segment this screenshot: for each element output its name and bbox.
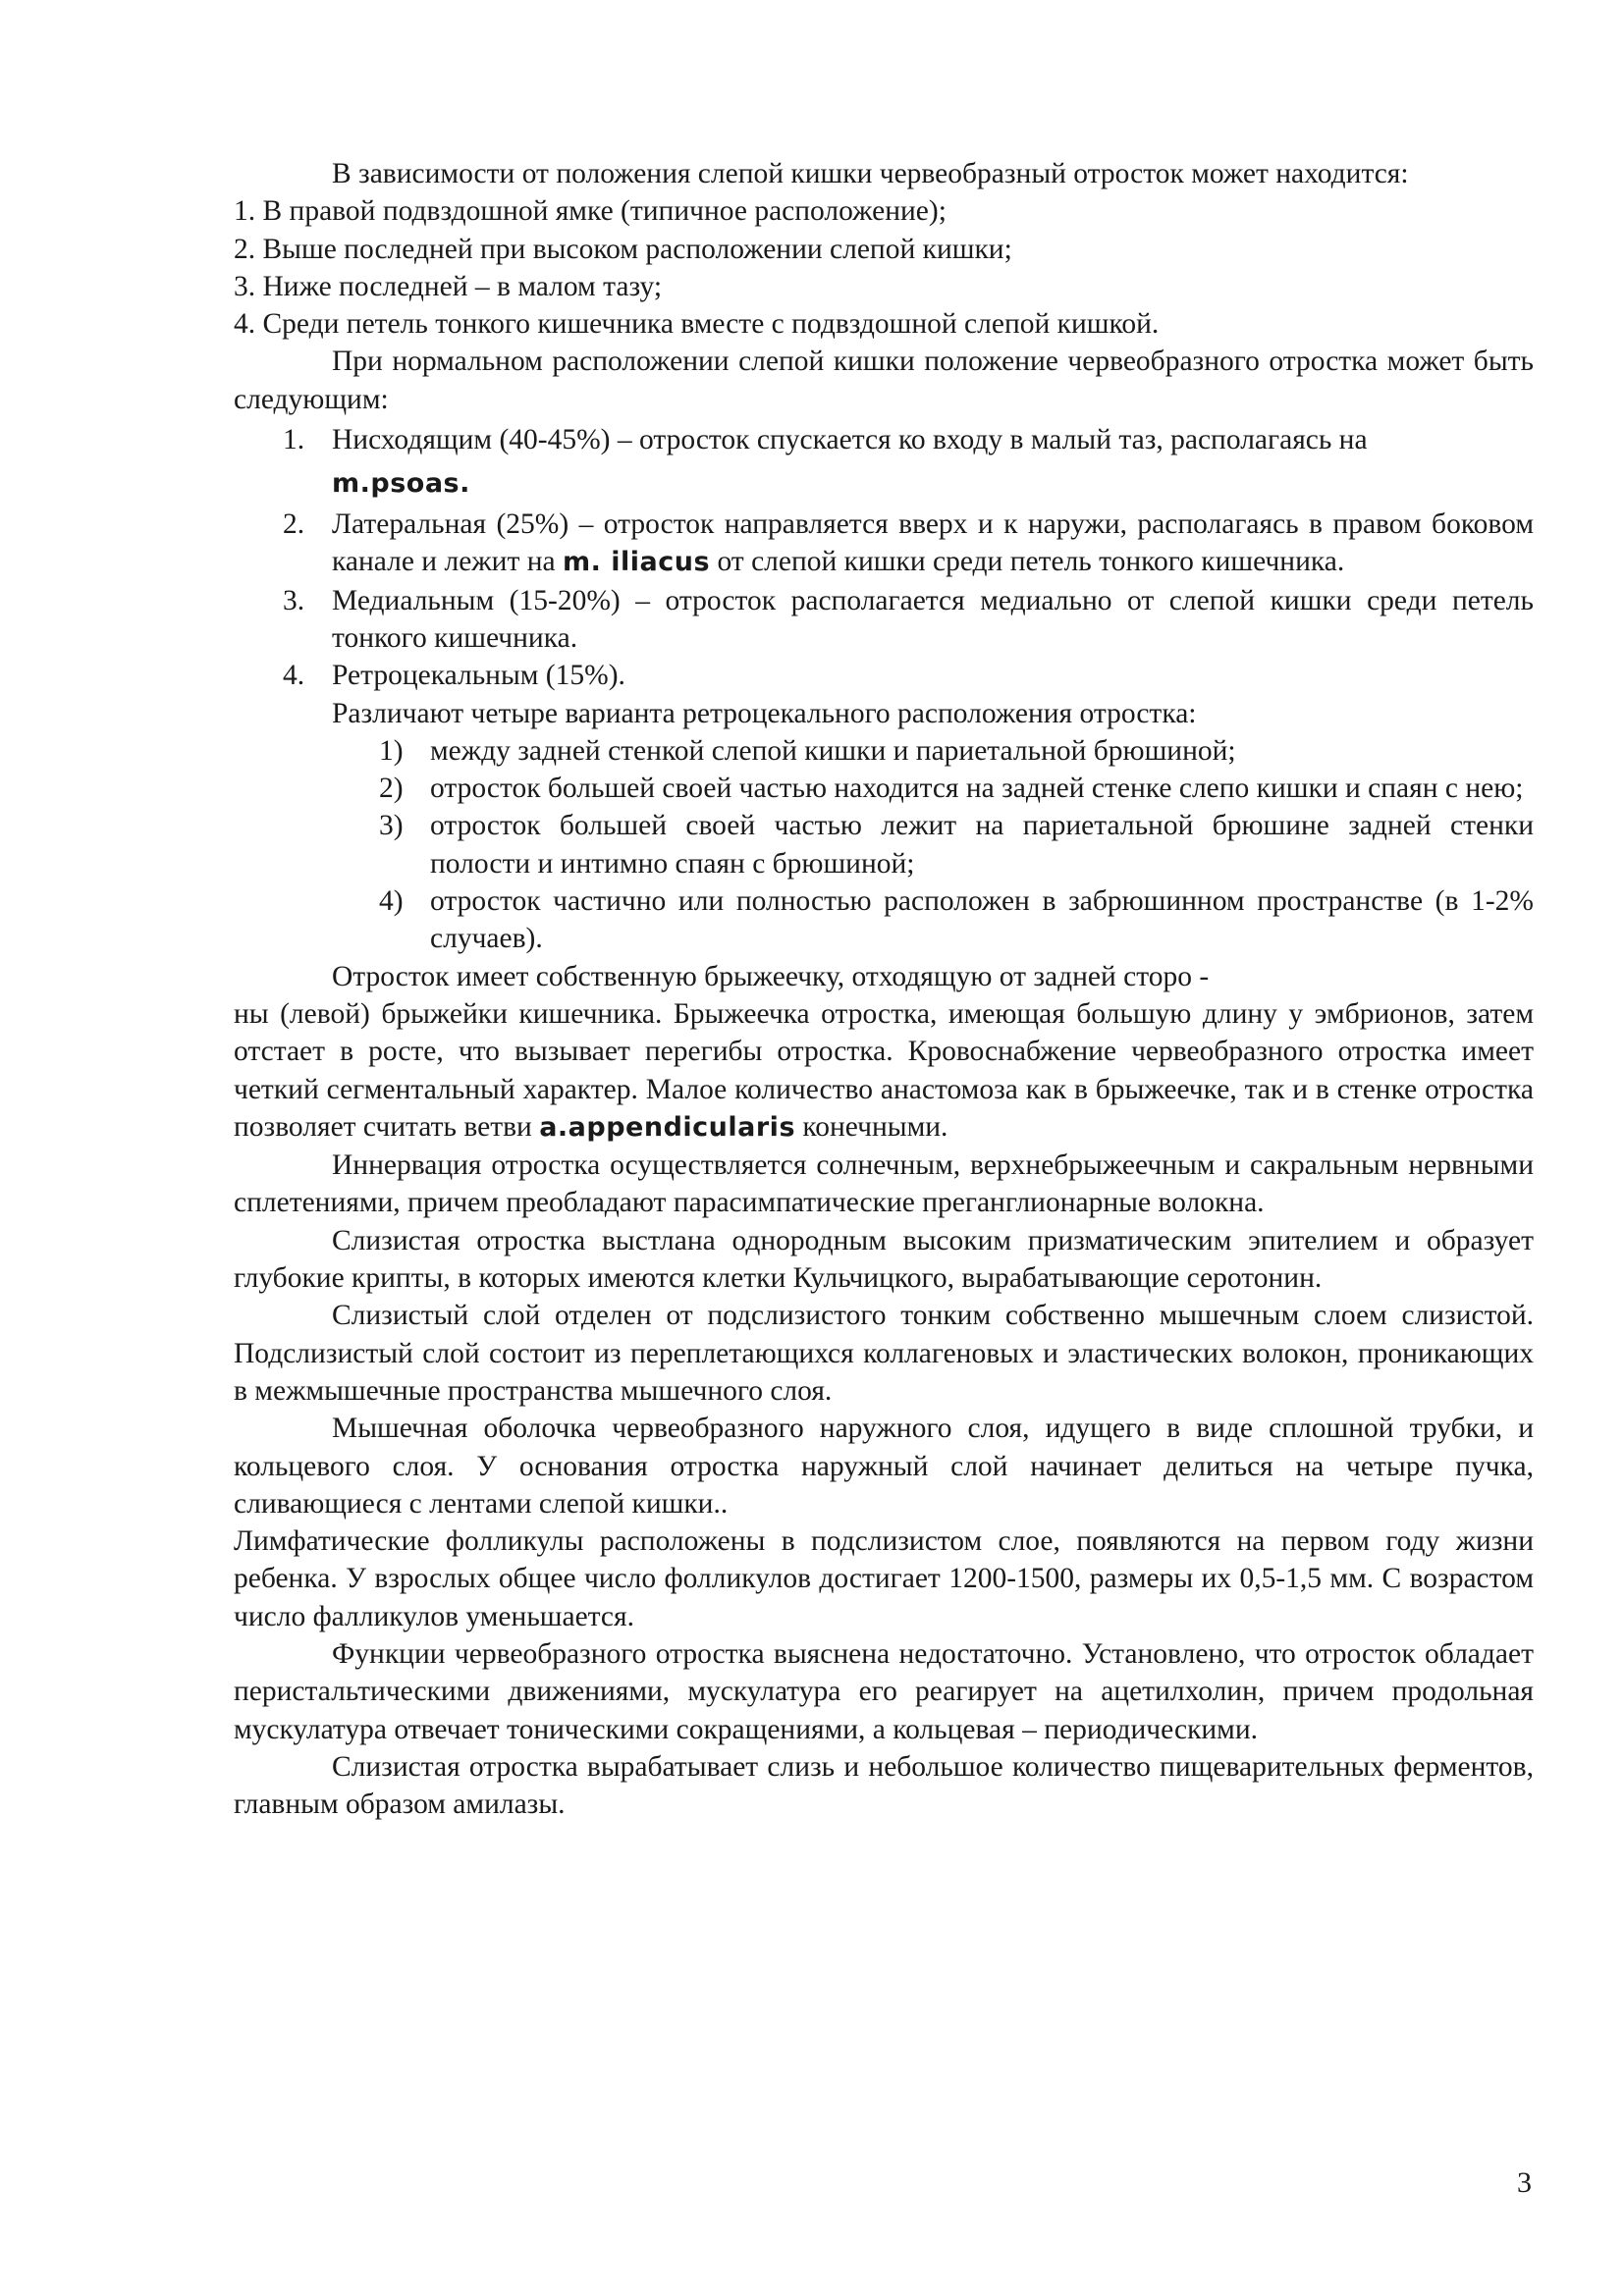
- retrocecal-item-1: [234, 732, 1534, 770]
- position-item-text-after: от слепой кишки среди петель тонкого кишечника.: [710, 546, 1345, 578]
- retrocecal-item-number: 1): [379, 734, 404, 767]
- position-item-text: Латеральная (25%) – отросток направляется вверх и к наружи, располагаясь в правом боковом канале и лежит на: [332, 508, 1534, 578]
- retrocecal-item-2: [234, 770, 1534, 807]
- paragraph-layers: Слизистый слой отделен от подслизистого тонким собственно мышечным слоем слизистой. Подслизистый слой состоит из переплетающихся коллагеновых и эластических волокон, проникающих в межмышечные пространства мышечного слоя.: [234, 1300, 1534, 1407]
- paragraph-mesentery: [234, 995, 1534, 1147]
- term-appendicularis: a.appendicularis: [539, 1111, 796, 1143]
- paragraph-lymph: Лимфатические фолликулы расположены в подслизистом слое, появляются на первом году жизни ребенка. У взрослых общее число фолликулов достигает 1200-1500, размеры их 0,5-1,5 мм. С возрастом число фалликулов уменьшается.: [234, 1525, 1534, 1632]
- position-item-text: Ретроцекальным (15%).: [332, 660, 625, 692]
- retrocecal-item-4: [234, 882, 1534, 958]
- term-iliacus: m. iliacus: [562, 547, 711, 578]
- retrocecal-lead: Различают четыре варианта ретроцекального расположения отростка:: [332, 697, 1197, 729]
- retrocecal-item-number: 3): [379, 810, 404, 842]
- position-item-number: 1.: [283, 424, 305, 456]
- paragraph-function: Функции червеобразного отростка выяснена недостаточно. Установлено, что отросток обладает перистальтическими движениями, мускулатура его реагирует на ацетилхолин, причем продольная мускулатура отвечает тоническими сокращениями, а кольцевая – периодическими.: [234, 1637, 1534, 1745]
- page-number: 3: [1517, 2166, 1532, 2199]
- retrocecal-item-number: 2): [379, 773, 404, 805]
- term-psoas: m.psoas.: [332, 468, 470, 500]
- retrocecal-item-text: отросток большей своей частью лежит на париетальной брюшине задней стенки полости и интимно спаян с брюшиной;: [430, 810, 1534, 880]
- position-item-1: [234, 418, 1534, 506]
- paragraph-enzymes: Слизистая отростка вырабатывает слизь и небольшое количество пищеварительных ферментов, главным образом амилазы.: [234, 1750, 1534, 1821]
- position-item-2: [234, 506, 1534, 582]
- retrocecal-item-text: между задней стенкой слепой кишки и париетальной брюшиной;: [430, 734, 1236, 767]
- location-item-1: 1. В правой подвздошной ямке (типичное расположение);: [234, 195, 947, 228]
- position-item-4: [234, 657, 1534, 694]
- location-item-2: 2. Выше последней при высоком расположении слепой кишки;: [234, 233, 1012, 265]
- paragraph-mesentery-end: конечными.: [795, 1110, 948, 1143]
- paragraph-intro: В зависимости от положения слепой кишки червеобразный отросток может находится:: [332, 158, 1409, 189]
- position-item-text: Нисходящим (40-45%) – отросток спускается ко входу в малый таз, располагаясь на: [332, 424, 1368, 456]
- position-item-number: 3.: [283, 584, 305, 616]
- position-item-text: Медиальным (15-20%) – отросток располагается медиально от слепой кишки среди петель тонкого кишечника.: [332, 584, 1534, 654]
- location-item-3: 3. Ниже последней – в малом тазу;: [234, 270, 663, 302]
- position-item-3: [234, 582, 1534, 658]
- paragraph-mesentery-text: ны (левой) брыжейки кишечника. Брыжеечка отростка, имеющая большую длину у эмбрионов, затем отстает в росте, что вызывает перегибы отростка. Кровоснабжение червеобразного отростка имеет четкий сегментальный характер. Малое количество анастомоза как в брыжеечке, так и в стенке отростка позволяет считать ветви: [234, 997, 1534, 1143]
- document-page: [234, 155, 1534, 1823]
- paragraph-muscle: Мышечная оболочка червеобразного наружного слоя, идущего в виде сплошной трубки, и кольцевого слоя. У основания отростка наружный слой начинает делиться на четыре пучка, сливающиеся с лентами слепой кишки..: [234, 1413, 1534, 1520]
- retrocecal-item-3: [234, 807, 1534, 882]
- paragraph-innervation: Иннервация отростка осуществляется солнечным, верхнебрыжеечным и сакральным нервными сплетениями, причем преобладают парасимпатические преганглионарные волокна.: [234, 1149, 1534, 1219]
- paragraph-mesentery-start: Отросток имеет собственную брыжеечку, отходящую от задней сторо -: [332, 960, 1210, 992]
- retrocecal-item-number: 4): [379, 885, 404, 918]
- position-item-number: 2.: [283, 508, 305, 541]
- retrocecal-item-text: отросток большей своей частью находится на задней стенке слепо кишки и спаян с нею;: [430, 773, 1524, 805]
- paragraph-normal-position: При нормальном расположении слепой кишки положение червеобразного отростка может быть следующим:: [234, 346, 1534, 415]
- location-item-4: 4. Среди петель тонкого кишечника вместе с подвздошной слепой кишкой.: [234, 308, 1160, 341]
- retrocecal-item-text: отросток частично или полностью расположен в забрюшинном пространстве (в 1-2% случаев).: [430, 885, 1534, 955]
- paragraph-mucosa: Слизистая отростка выстлана однородным высоким призматическим эпителием и образует глубокие крипты, в которых имеются клетки Кульчицкого, вырабатывающие серотонин.: [234, 1224, 1534, 1295]
- position-item-number: 4.: [283, 660, 305, 692]
